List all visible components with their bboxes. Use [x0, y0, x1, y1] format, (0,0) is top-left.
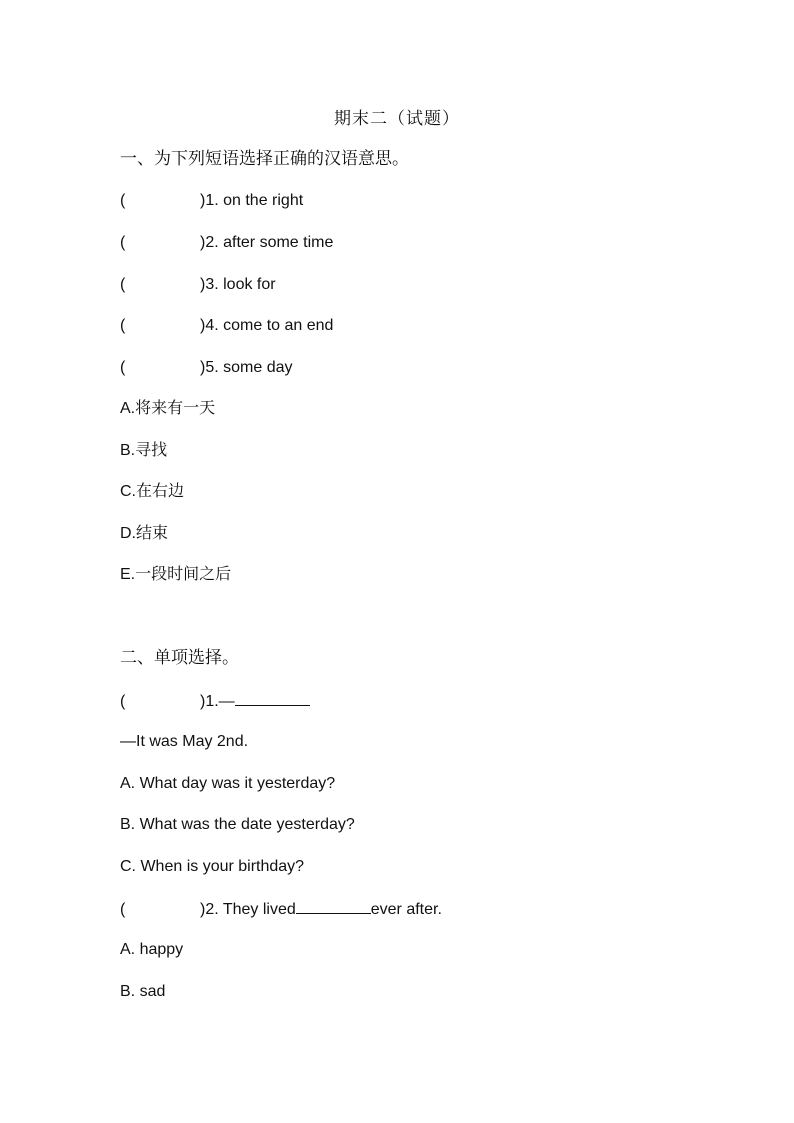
item-text: )4. come to an end [200, 317, 334, 334]
section1-item-2 [120, 233, 333, 253]
section1-item-4 [120, 316, 333, 336]
answer-paren: ( [120, 192, 126, 209]
fill-blank [235, 691, 310, 706]
section2-question-2 [120, 899, 442, 920]
page-title: 期末二（试题） [334, 109, 460, 128]
question-prefix: )2. They lived [200, 901, 296, 918]
question-suffix: ever after. [370, 901, 442, 918]
item-text: )2. after some time [200, 234, 334, 251]
section2-q2-option-b: B. sad [120, 983, 166, 1000]
section1-item-3 [120, 275, 276, 295]
item-text: )1. on the right [200, 192, 304, 209]
section1-item-5 [120, 358, 292, 378]
section2-q1-answer-line: —It was May 2nd. [120, 733, 249, 750]
item-text: )5. some day [200, 359, 293, 376]
answer-paren: ( [120, 359, 126, 376]
section1-option-e: E.一段时间之后 [120, 566, 232, 583]
section1-heading: 一、为下列短语选择正确的汉语意思。 [120, 149, 409, 168]
answer-paren: ( [120, 693, 126, 710]
answer-paren: ( [120, 234, 126, 251]
section1-option-a: A.将来有一天 [120, 400, 216, 417]
item-text: )3. look for [200, 276, 276, 293]
answer-paren: ( [120, 276, 126, 293]
section2-q1-option-a: A. What day was it yesterday? [120, 775, 336, 792]
section2-q1-option-b: B. What was the date yesterday? [120, 816, 355, 833]
section1-option-d: D.结束 [120, 525, 169, 542]
answer-paren: ( [120, 317, 126, 334]
section1-option-c: C.在右边 [120, 483, 185, 500]
answer-paren: ( [120, 901, 126, 918]
section1-item-1 [120, 191, 303, 211]
question-prefix: )1.— [200, 693, 235, 710]
section2-q1-option-c: C. When is your birthday? [120, 858, 305, 875]
fill-blank [296, 899, 371, 914]
section1-option-b: B.寻找 [120, 442, 168, 459]
section2-heading: 二、单项选择。 [120, 648, 239, 667]
section2-q2-option-a: A. happy [120, 941, 184, 958]
section2-question-1 [120, 691, 310, 712]
